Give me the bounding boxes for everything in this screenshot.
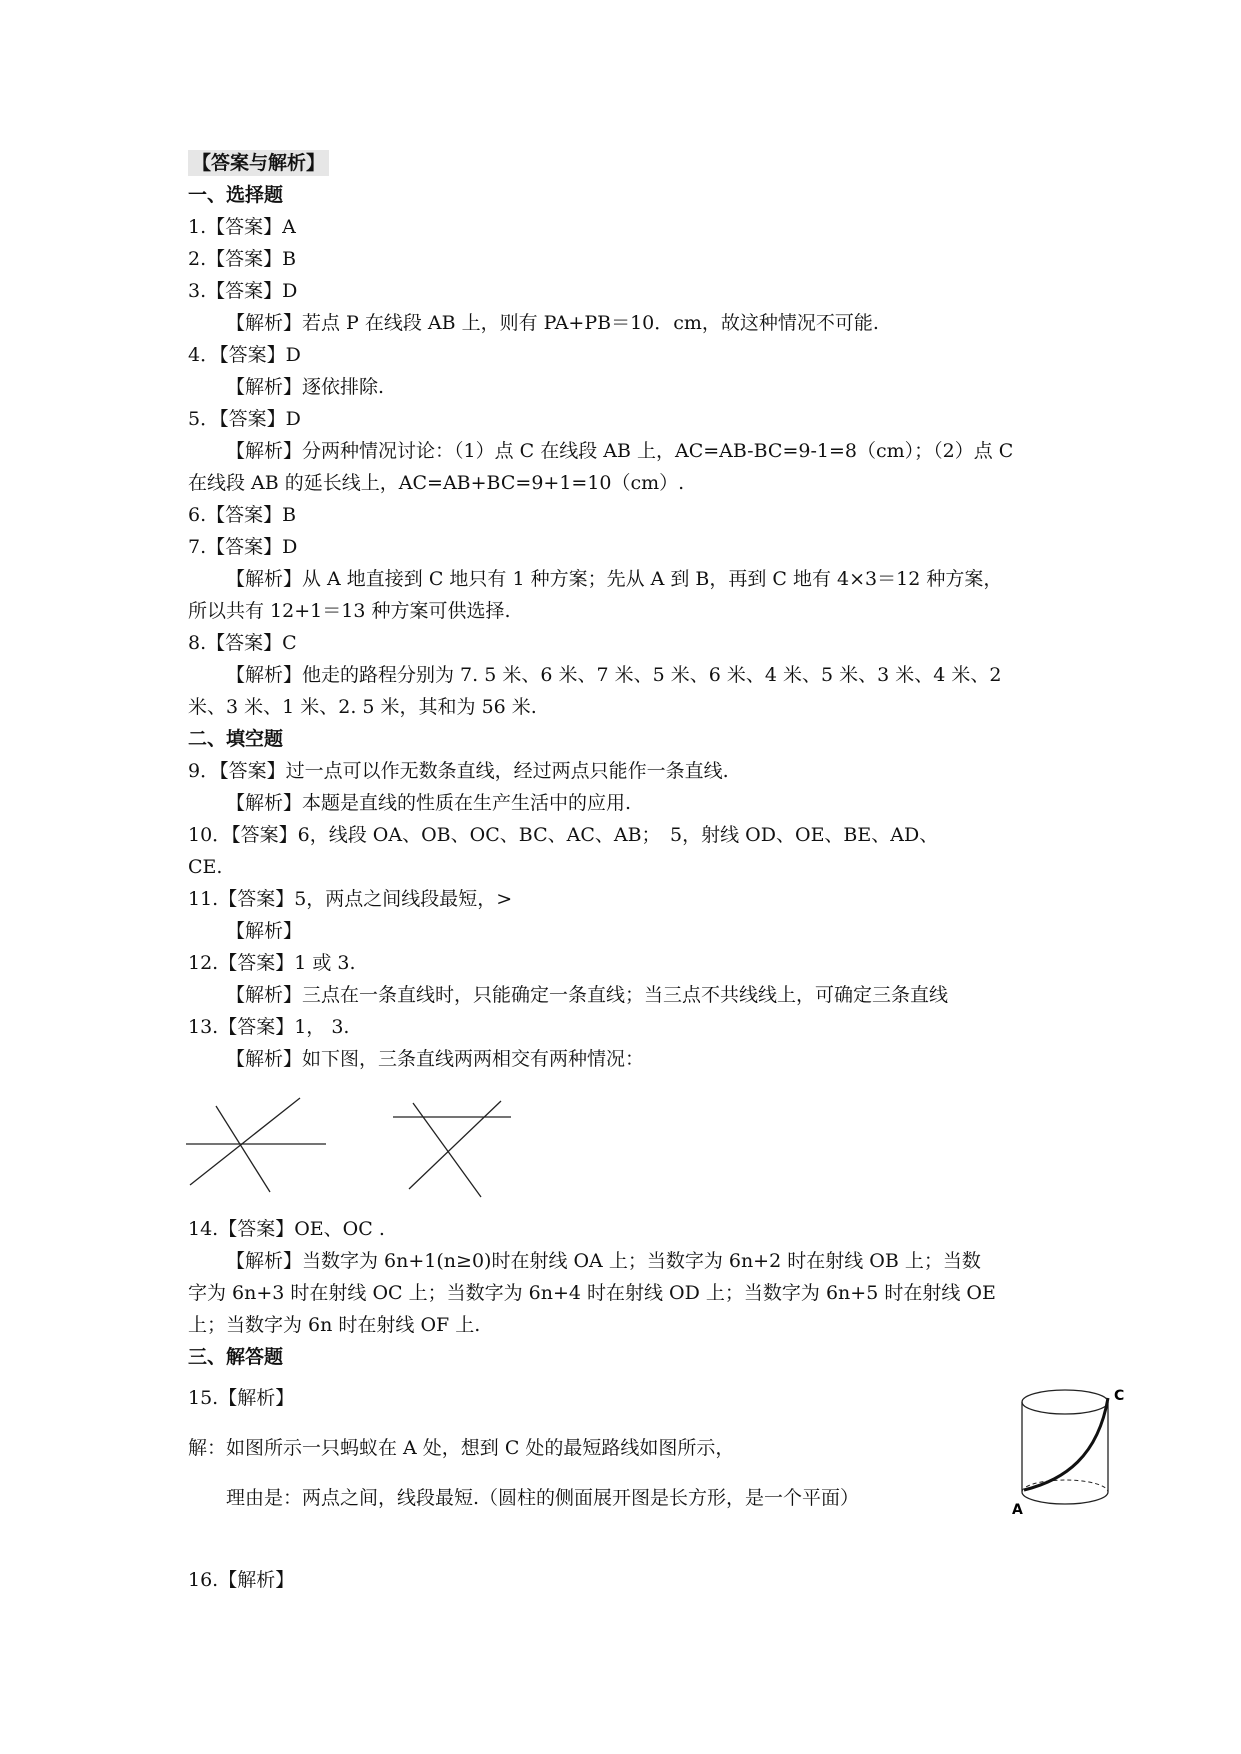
answer-15: 15.【解析】	[188, 1387, 295, 1409]
answer-12: 12.【答案】1 或 3.	[188, 952, 356, 974]
answer-13: 13.【答案】1， 3.	[188, 1016, 350, 1038]
intersecting-lines-figure-1	[186, 1092, 326, 1202]
answer-14: 14.【答案】OE、OC .	[188, 1218, 385, 1240]
explain-8-line2: 米、3 米、1 米、2. 5 米，其和为 56 米.	[188, 696, 537, 718]
explain-14-line1: 【解析】当数字为 6n+1(n≥0)时在射线 OA 上；当数字为 6n+2 时在射线 OB 上；当数	[226, 1250, 981, 1272]
answer-10-line2: CE.	[188, 856, 223, 878]
answer-10-line1: 10．【答案】6，线段 OA、OB、OC、BC、AC、AB； 5，射线 OD、OE、BE、AD、	[188, 824, 939, 846]
explain-3: 【解析】若点 P 在线段 AB 上，则有 PA+PB＝10．cm，故这种情况不可能.	[226, 312, 879, 334]
explain-12: 【解析】三点在一条直线时，只能确定一条直线；当三点不共线线上，可确定三条直线	[226, 984, 949, 1006]
answer-5: 5．【答案】D	[188, 408, 301, 430]
intersecting-lines-figure-2	[393, 1095, 523, 1205]
explain-13: 【解析】如下图，三条直线两两相交有两种情况：	[226, 1048, 645, 1070]
explain-9: 【解析】本题是直线的性质在生产生活中的应用.	[226, 792, 632, 814]
explain-5-line2: 在线段 AB 的延长线上，AC=AB+BC=9+1=10（cm）.	[188, 472, 685, 494]
solution-15-line2: 理由是：两点之间，线段最短.（圆柱的侧面展开图是长方形，是一个平面）	[226, 1487, 860, 1509]
solution-15-line1: 解：如图所示一只蚂蚁在 A 处，想到 C 处的最短路线如图所示，	[188, 1437, 735, 1459]
answer-1: 1.【答案】A	[188, 216, 296, 238]
fig-label-a: A	[1012, 1502, 1023, 1518]
section-choice: 一、选择题	[188, 184, 284, 206]
explain-5-line1: 【解析】分两种情况讨论：（1）点 C 在线段 AB 上，AC=AB-BC=9-1=8（cm）；（2）点 C	[226, 440, 1014, 462]
answer-2: 2.【答案】B	[188, 248, 297, 270]
answer-8: 8.【答案】C	[188, 632, 297, 654]
explain-7-line1: 【解析】从 A 地直接到 C 地只有 1 种方案；先从 A 到 B，再到 C 地有 4×3＝12 种方案，	[226, 568, 1003, 590]
header-text: 【答案与解析】	[188, 150, 329, 176]
explain-8-line1: 【解析】他走的路程分别为 7. 5 米、6 米、7 米、5 米、6 米、4 米、5 米、3 米、4 米、2	[226, 664, 1002, 686]
section-solve: 三、解答题	[188, 1346, 284, 1368]
explain-11: 【解析】	[226, 920, 303, 942]
answer-3: 3.【答案】D	[188, 280, 298, 302]
explain-14-line2: 字为 6n+3 时在射线 OC 上；当数字为 6n+4 时在射线 OD 上；当数字为 6n+5 时在射线 OE	[188, 1282, 996, 1304]
explain-4: 【解析】逐依排除.	[226, 376, 385, 398]
answer-9: 9．【答案】过一点可以作无数条直线，经过两点只能作一条直线.	[188, 760, 729, 782]
answer-6: 6.【答案】B	[188, 504, 297, 526]
answer-7: 7.【答案】D	[188, 536, 298, 558]
cylinder-figure	[1010, 1384, 1140, 1524]
answer-11: 11.【答案】5，两点之间线段最短，>	[188, 888, 513, 910]
section-fill: 二、填空题	[188, 728, 284, 750]
answer-header	[188, 151, 329, 175]
answer-16: 16.【解析】	[188, 1569, 295, 1591]
fig-label-c: C	[1114, 1388, 1125, 1404]
explain-7-line2: 所以共有 12+1＝13 种方案可供选择.	[188, 600, 511, 622]
answer-4: 4．【答案】D	[188, 344, 301, 366]
explain-14-line3: 上；当数字为 6n 时在射线 OF 上.	[188, 1314, 481, 1336]
